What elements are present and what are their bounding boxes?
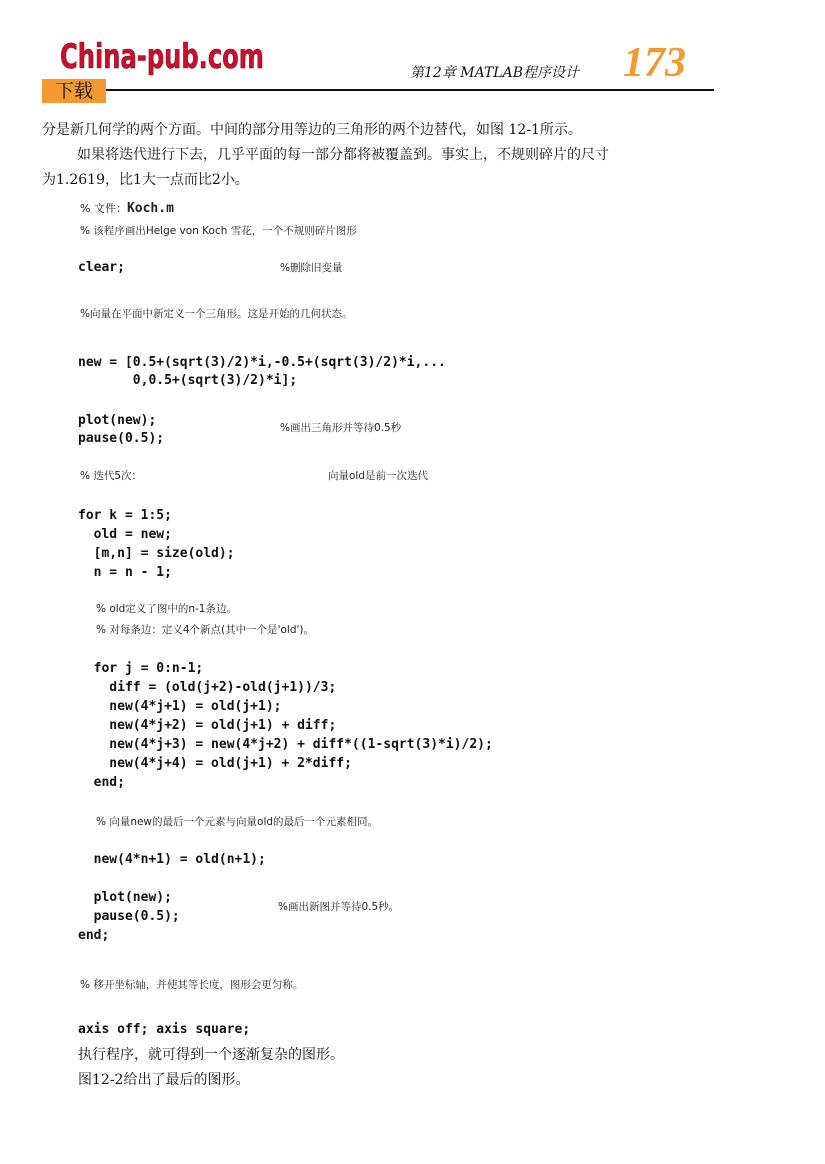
code-new-1: new(4*j+1) = old(j+1); [78, 699, 282, 714]
code-new-2: new(4*j+2) = old(j+1) + diff; [78, 718, 337, 733]
code-old: old = new; [78, 527, 172, 542]
code-pause-1: pause(0.5); [78, 431, 165, 446]
code-new-last: new(4*n+1) = old(n+1); [78, 852, 266, 867]
china-pub-logo [58, 30, 268, 78]
file-name: Koch.m [126, 201, 174, 216]
page-number: 173 [623, 40, 686, 86]
code-new-4: new(4*j+4) = old(j+1) + 2*diff; [78, 756, 352, 771]
intro-line-2: 如果将迭代进行下去，几乎平面的每一部分都将被覆盖到。事实上，不规则碎片的尺寸 [77, 147, 609, 163]
comment-each-edge: % 对每条边：定义4个新点(其中一个是'old')。 [96, 624, 314, 636]
comment-edges: % old定义了图中的n-1条边。 [96, 603, 237, 615]
file-comment-prefix: % 文件： [80, 202, 127, 215]
code-for-k: for k = 1:5; [78, 508, 172, 523]
logo-text: China-pub.com [60, 37, 264, 77]
code-for-j: for j = 0:n-1; [78, 661, 204, 676]
header-rule [106, 89, 714, 91]
code-end-outer: end; [78, 928, 110, 943]
code-new-line-2: 0,0.5+(sqrt(3)/2)*i]; [78, 373, 298, 388]
download-badge: 下载 [42, 79, 106, 103]
comment-description: % 该程序画出Helge von Koch 雪花，一个不规则碎片图形 [80, 225, 357, 237]
code-clear: clear; [78, 260, 125, 275]
code-end-inner: end; [78, 775, 125, 790]
intro-line-1: 分是新几何学的两个方面。中间的部分用等边的三角形的两个边替代，如图 12-1所示。 [42, 122, 582, 138]
comment-old: 向量old是前一次迭代 [328, 470, 429, 482]
comment-iterate: % 迭代5次： [80, 470, 142, 482]
comment-last-element: % 向量new的最后一个元素与向量old的最后一个元素相同。 [96, 816, 379, 828]
code-diff: diff = (old(j+2)-old(j+1))/3; [78, 680, 337, 695]
comment-plot-2: %画出新图并等待0.5秒。 [278, 901, 400, 913]
file-comment [80, 202, 174, 216]
code-new-line-1: new = [0.5+(sqrt(3)/2)*i,-0.5+(sqrt(3)/2)*i,... [78, 355, 446, 370]
comment-clear: %删除旧变量 [280, 262, 343, 274]
outro-line-1: 执行程序，就可得到一个逐渐复杂的图形。 [78, 1047, 344, 1063]
code-pause-2: pause(0.5); [78, 909, 180, 924]
code-plot-1: plot(new); [78, 413, 157, 428]
code-plot-2: plot(new); [78, 890, 172, 905]
intro-line-3: 为1.2619，比1大一点而比2小。 [42, 172, 249, 188]
code-n: n = n - 1; [78, 565, 172, 580]
outro-line-2: 图12-2给出了最后的图形。 [78, 1072, 250, 1088]
code-new-3: new(4*j+3) = new(4*j+2) + diff*((1-sqrt(3)*i)/2); [78, 737, 493, 752]
code-size: [m,n] = size(old); [78, 546, 235, 561]
chapter-title: 第12章 MATLAB程序设计 [410, 65, 579, 81]
code-axis: axis off; axis square; [78, 1022, 251, 1037]
comment-axis: % 移开坐标轴，并使其等长度，图形会更匀称。 [80, 979, 304, 991]
comment-vector: %向量在平面中新定义一个三角形。这是开始的几何状态。 [80, 308, 353, 320]
comment-plot-1: %画出三角形并等待0.5秒 [280, 422, 402, 434]
